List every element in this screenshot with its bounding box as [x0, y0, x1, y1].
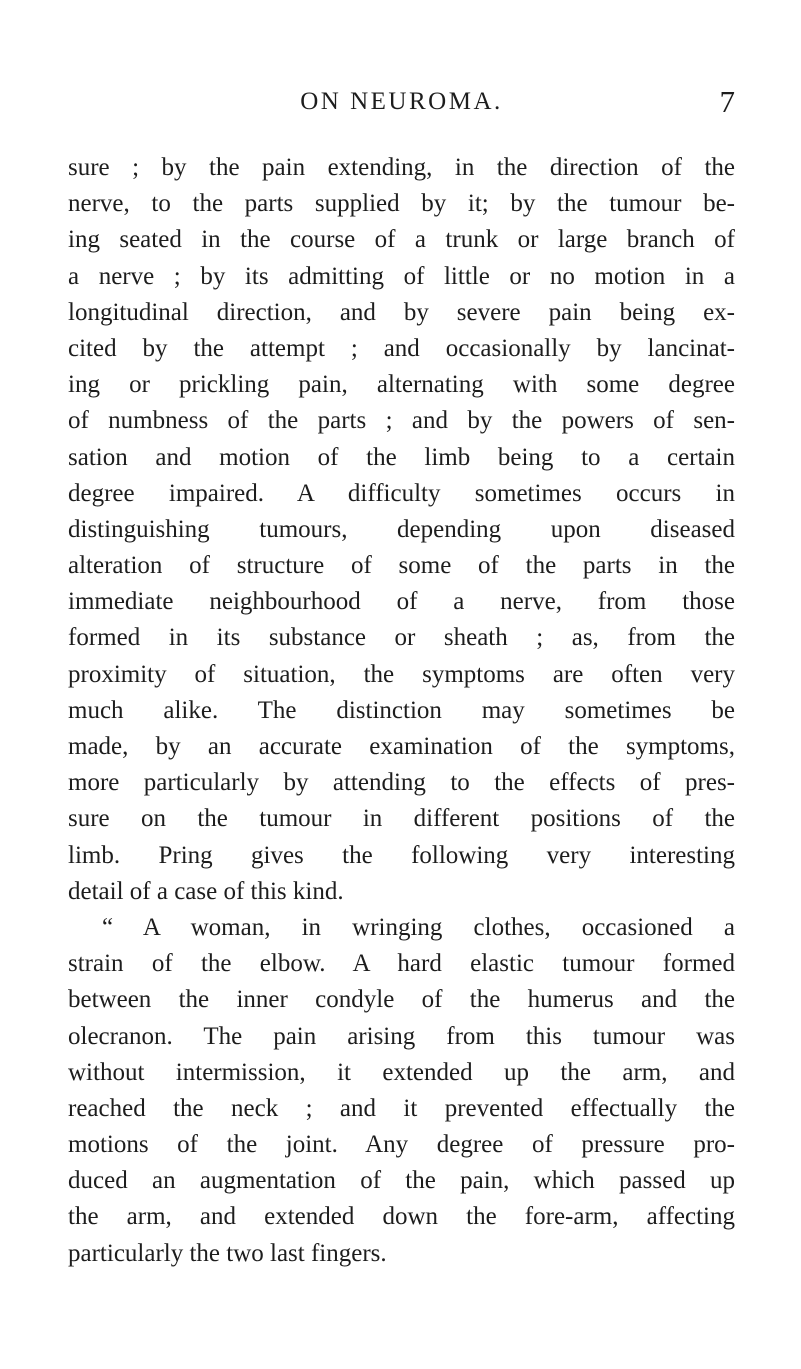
text-line: a nerve ; by its admitting of little or no motion in a — [68, 262, 735, 290]
quoted-paragraph — [68, 910, 735, 1272]
page-number: 7 — [719, 84, 735, 119]
text-line: proximity of situation, the symptoms are often very — [68, 660, 735, 688]
text-line: sure on the tumour in different positions of the — [68, 805, 735, 833]
running-head — [68, 82, 735, 122]
text-line: ing seated in the course of a trunk or large branch of — [68, 226, 735, 254]
text-line: “ A woman, in wringing clothes, occasioned a — [102, 913, 735, 941]
text-line: olecranon. The pain arising from this tumour was — [68, 1022, 735, 1050]
body-text — [68, 150, 735, 1272]
text-line: without intermission, it extended up the arm, and — [68, 1058, 735, 1086]
text-line: of numbness of the parts ; and by the powers of sen- — [68, 407, 735, 435]
text-line: ing or prickling pain, alternating with some degree — [68, 371, 735, 399]
text-line: degree impaired. A difficulty sometimes occurs in — [68, 479, 735, 507]
text-line: immediate neighbourhood of a nerve, from those — [68, 588, 735, 616]
text-line: particularly the two last fingers. — [68, 1239, 387, 1267]
text-line: duced an augmentation of the pain, which passed up — [68, 1167, 735, 1195]
running-head-title: ON NEUROMA. — [300, 88, 503, 115]
text-line: made, by an accurate examination of the symptoms, — [68, 733, 735, 760]
text-line: the arm, and extended down the fore-arm, affecting — [68, 1203, 735, 1231]
text-line: formed in its substance or sheath ; as, from the — [68, 624, 735, 652]
text-line: sure ; by the pain extending, in the direction of the — [68, 154, 735, 181]
text-line: more particularly by attending to the effects of pres- — [68, 769, 735, 797]
text-line: alteration of structure of some of the parts in the — [68, 552, 735, 580]
text-line: limb. Pring gives the following very interesting — [68, 841, 735, 869]
text-line: strain of the elbow. A hard elastic tumour formed — [68, 950, 735, 978]
text-line: sation and motion of the limb being to a certain — [68, 443, 735, 471]
text-line: cited by the attempt ; and occasionally by lancinat- — [68, 334, 735, 362]
text-line: distinguishing tumours, depending upon diseased — [68, 515, 735, 543]
text-line: detail of a case of this kind. — [68, 877, 344, 905]
text-line: between the inner condyle of the humerus and the — [68, 986, 735, 1014]
text-line: nerve, to the parts supplied by it; by the tumour be- — [68, 190, 735, 218]
text-line: longitudinal direction, and by severe pain being ex- — [68, 298, 735, 326]
text-line: motions of the joint. Any degree of pressure pro- — [68, 1131, 735, 1159]
text-line: much alike. The distinction may sometimes be — [68, 696, 735, 724]
text-line: reached the neck ; and it prevented effectually the — [68, 1094, 735, 1122]
paragraph — [68, 150, 735, 910]
